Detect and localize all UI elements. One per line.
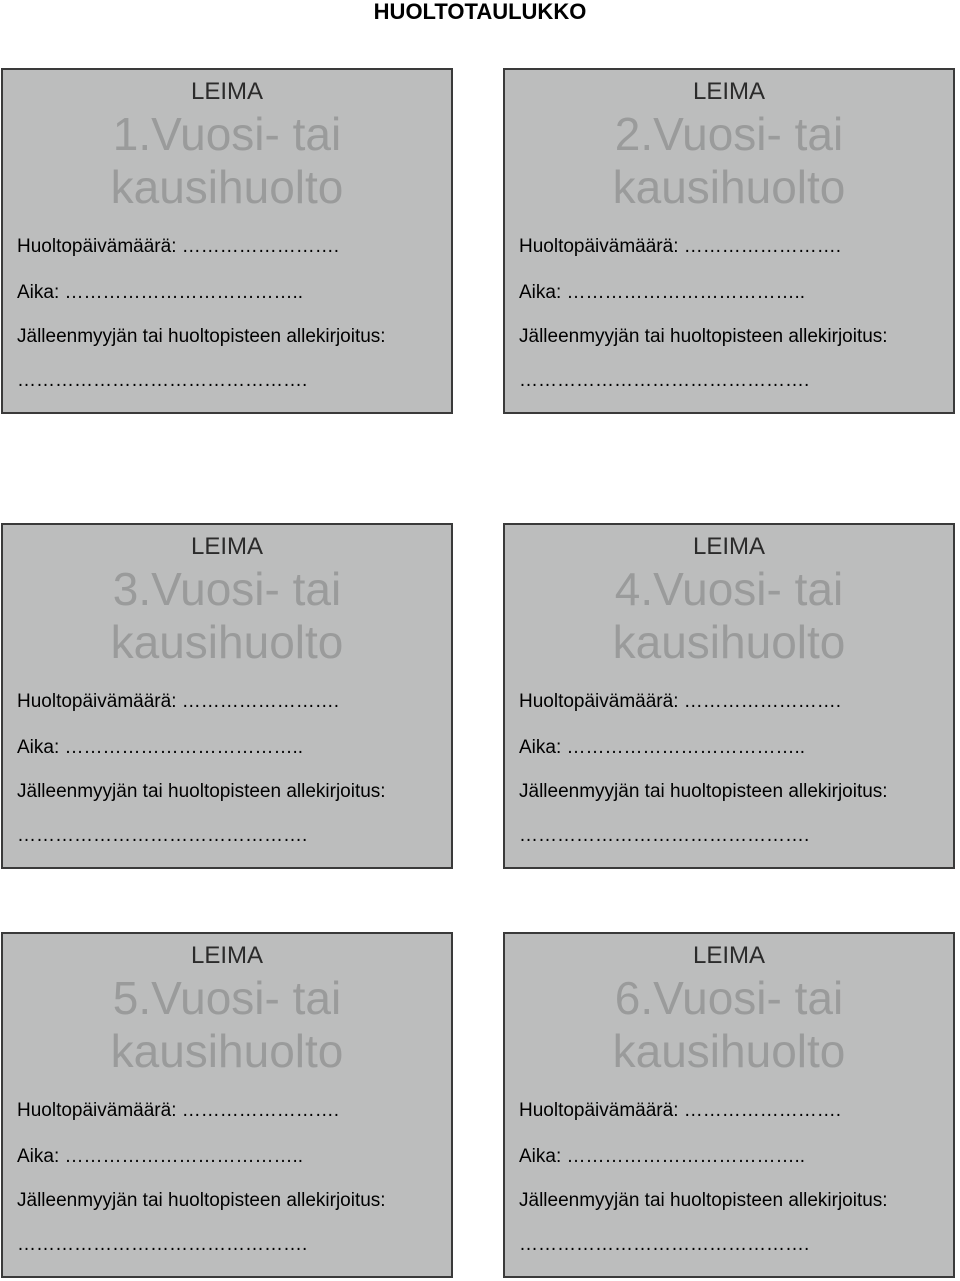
- service-time-field: Aika: ………………………………..: [17, 282, 304, 303]
- signature-line: ……………………………………….: [17, 1234, 308, 1255]
- service-title-line1: 3.Vuosi- tai: [112, 563, 342, 615]
- service-title-line1: 6.Vuosi- tai: [614, 972, 844, 1024]
- service-title-line1: 5.Vuosi- tai: [112, 972, 342, 1024]
- service-title-line2: kausihuolto: [110, 1025, 344, 1077]
- signature-line: ……………………………………….: [519, 825, 810, 846]
- service-card-3: [1, 523, 453, 869]
- service-card-5: [1, 932, 453, 1278]
- service-time-field: Aika: ………………………………..: [519, 1146, 806, 1167]
- service-time-field: Aika: ………………………………..: [17, 1146, 304, 1167]
- service-date-field: Huoltopäivämäärä: …………………….: [17, 236, 340, 257]
- signature-line: ……………………………………….: [17, 370, 308, 391]
- service-date-field: Huoltopäivämäärä: …………………….: [17, 1100, 340, 1121]
- signature-line: ……………………………………….: [519, 370, 810, 391]
- service-date-field: Huoltopäivämäärä: …………………….: [519, 236, 842, 257]
- service-card-6: [503, 932, 955, 1278]
- signature-line: ……………………………………….: [519, 1234, 810, 1255]
- stamp-label: LEIMA: [692, 78, 766, 105]
- service-title-line2: kausihuolto: [612, 161, 846, 213]
- signature-label: Jälleenmyyjän tai huoltopisteen allekirjoitus:: [519, 781, 888, 802]
- service-title: [505, 563, 953, 669]
- signature-label: Jälleenmyyjän tai huoltopisteen allekirjoitus:: [17, 1190, 386, 1211]
- page-title: HUOLTOTAULUKKO: [373, 0, 587, 24]
- signature-label: Jälleenmyyjän tai huoltopisteen allekirjoitus:: [17, 781, 386, 802]
- service-time-field: Aika: ………………………………..: [519, 282, 806, 303]
- signature-label: Jälleenmyyjän tai huoltopisteen allekirjoitus:: [17, 326, 386, 347]
- signature-label: Jälleenmyyjän tai huoltopisteen allekirjoitus:: [519, 1190, 888, 1211]
- stamp-label: LEIMA: [190, 533, 264, 560]
- service-card-4: [503, 523, 955, 869]
- signature-label: Jälleenmyyjän tai huoltopisteen allekirjoitus:: [519, 326, 888, 347]
- signature-line: ……………………………………….: [17, 825, 308, 846]
- service-card-2: [503, 68, 955, 414]
- service-card-1: [1, 68, 453, 414]
- service-title-line1: 4.Vuosi- tai: [614, 563, 844, 615]
- service-date-field: Huoltopäivämäärä: …………………….: [519, 691, 842, 712]
- service-time-field: Aika: ………………………………..: [519, 737, 806, 758]
- service-title-line2: kausihuolto: [110, 161, 344, 213]
- service-title: [3, 563, 451, 669]
- service-date-field: Huoltopäivämäärä: …………………….: [519, 1100, 842, 1121]
- service-title-line1: 1.Vuosi- tai: [112, 108, 342, 160]
- service-title: [3, 108, 451, 214]
- service-date-field: Huoltopäivämäärä: …………………….: [17, 691, 340, 712]
- stamp-label: LEIMA: [692, 942, 766, 969]
- service-title-line2: kausihuolto: [612, 1025, 846, 1077]
- service-time-field: Aika: ………………………………..: [17, 737, 304, 758]
- stamp-label: LEIMA: [190, 78, 264, 105]
- service-title: [505, 108, 953, 214]
- service-title-line2: kausihuolto: [110, 616, 344, 668]
- service-title-line1: 2.Vuosi- tai: [614, 108, 844, 160]
- service-title: [505, 972, 953, 1078]
- stamp-label: LEIMA: [692, 533, 766, 560]
- service-title: [3, 972, 451, 1078]
- stamp-label: LEIMA: [190, 942, 264, 969]
- service-title-line2: kausihuolto: [612, 616, 846, 668]
